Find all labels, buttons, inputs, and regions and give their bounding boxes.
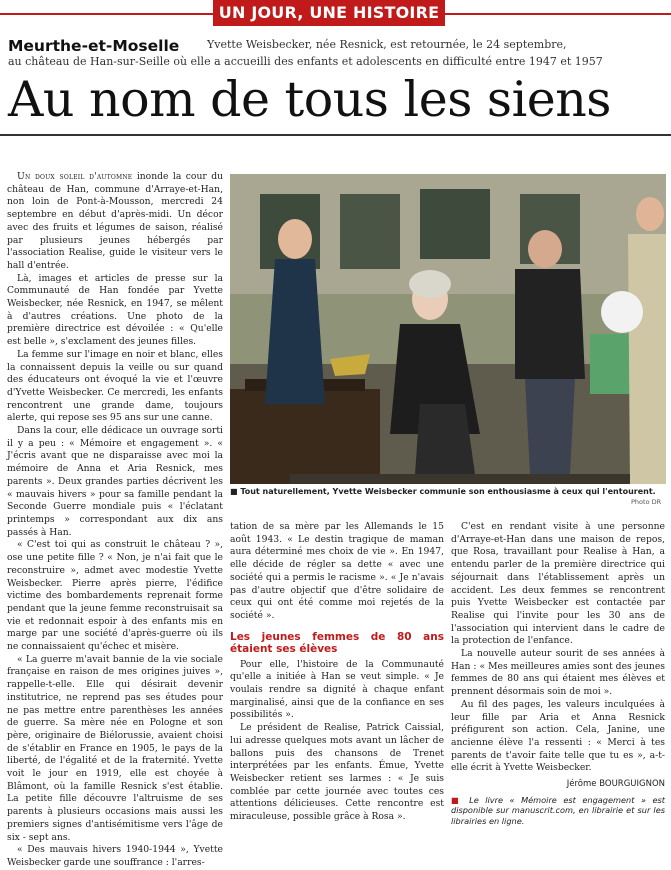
photo-credit: Photo DR xyxy=(631,498,662,506)
headline-rule xyxy=(0,134,671,136)
paragraph: « La guerre m'avait bannie de la vie sociale française en raison de mes origines juives », rappelle-t-elle. Elle qui désirait devenir institutrice, ne reprend pas ses études pour ne pas mettre entre parenthèses les années de guerre. Sa mère née en Pologne et son père, originaire de Biélorussie, avaient choisi de s'établir en France en 1905, le pays de la liberté, de l'égalité et de la fraternité. Yvette voit le jour en 1919, elle est choyée à Blâmont, où la famille Resnick s'est établie. La petite fille découvre l'altruisme de ses parents à plusieurs occasions mais aussi les premiers signes d'antisémitisme vers l'âge de six - sept ans. xyxy=(7,653,223,843)
paragraph-text: inonde la cour du château de Han, commune d'Arraye-et-Han, non loin de Pont-à-Mousson, mercredi 24 septembre en début d'après-midi. Un décor avec des fruits et légumes de saison, réalisé par plusieurs jeunes hébergés par l'association Realise, guide le visiteur vers le hall d'entrée. xyxy=(7,171,223,271)
paragraph: tation de sa mère par les Allemands le 15 août 1943. « Le destin tragique de maman aura déterminé mes choix de vie ». En 1947, elle décide de régler sa dette « avec une société qui a permis le racisme ». « Je n'avais pas d'autre objectif que d'être solidaire de ceux qui ont été comme moi rejetés de la société ». xyxy=(230,521,444,621)
article-column-2 xyxy=(230,521,444,823)
headline: Au nom de tous les siens xyxy=(8,71,611,128)
book-note-text: Le livre « Mémoire est engagement » est disponible sur manuscrit.com, en librairie et sur les librairies en ligne. xyxy=(451,794,665,826)
intertitle: Les jeunes femmes de 80 ans étaient ses élèves xyxy=(230,630,444,655)
photo-illustration xyxy=(230,174,666,484)
paragraph xyxy=(7,171,223,273)
lede: Un doux soleil d'automne xyxy=(17,171,133,182)
paragraph: C'est en rendant visite à une personne d'Arraye-et-Han dans une maison de repos, que Rosa, travaillant pour Realise à Han, a entendu parler de la première directrice qui séjournait dans l'établissement après un accident. Les deux femmes se rencontrent puis Yvette Weisbecker est contactée par Realise qui l'invite pour les 30 ans de l'association qui intervient dans le cadre de la protection de l'enfance. xyxy=(451,521,665,647)
paragraph: Là, images et articles de presse sur la Communauté de Han fondée par Yvette Weisbecker, née Resnick, en 1947, se mêlent à d'autres créations. Une photo de la première directrice est dévoilée : « Qu'elle est belle », s'exclament des jeunes filles. xyxy=(7,272,223,348)
paragraph: Dans la cour, elle dédicace un ouvrage sorti il y a peu : « Mémoire et engagement ». « J'écris avant que ne disparaisse avec moi la mémoire de Anna et Aria Resnick, mes parents ». Deux grandes parties décrivent les « mauvais hivers » pour sa famille pendant la Seconde Guerre mondiale puis « l'éclatant printemps » correspondant aux dix ans passés à Han. xyxy=(7,425,223,538)
kicker-line-2: au château de Han-sur-Seille où elle a accueilli des enfants et adolescents en difficulté entre 1947 et 1957 xyxy=(8,55,603,68)
paragraph: La femme sur l'image en noir et blanc, elles la connaissent depuis la veille ou sur quand des éducateurs ont évoqué la vie et l'œuvre d'Yvette Weisbecker. Ce mercredi, les enfants rencontrent une grande dame, toujours alerte, qui repose ses 95 ans sur une canne. xyxy=(7,348,223,424)
article-column-3 xyxy=(451,521,665,826)
section-banner: UN JOUR, UNE HISTOIRE xyxy=(213,0,445,26)
paragraph: Le président de Realise, Patrick Caissial, lui adresse quelques mots avant un lâcher de ballons puis des chansons de Trenet interprétées par les enfants. Émue, Yvette Weisbecker retient ses larmes : « Je suis comblée par cette journée avec toutes ces attentions délicieuses. Cette rencontre est miraculeuse, possible grâce à Rosa ». xyxy=(230,722,444,823)
book-note xyxy=(451,795,665,827)
article-column-1 xyxy=(7,171,223,868)
article-photo xyxy=(230,174,666,484)
paragraph: Pour elle, l'histoire de la Communauté qu'elle a initiée à Han se veut simple. « Je voulais rendre sa dignité à chaque enfant marginalisé, ainsi que de la confiance en ses possibilités ». xyxy=(230,658,444,721)
photo-caption: ■ Tout naturellement, Yvette Weisbecker communie son enthousiasme à ceux qui l'entourent. xyxy=(230,487,656,496)
region-label: Meurthe-et-Moselle xyxy=(8,37,180,55)
kicker-line-1: Yvette Weisbecker, née Resnick, est retournée, le 24 septembre, xyxy=(207,38,567,51)
paragraph: « Des mauvais hivers 1940-1944 », Yvette Weisbecker garde une souffrance : l'arres- xyxy=(7,844,223,868)
author-byline: Jérôme BOURGUIGNON xyxy=(566,779,665,790)
paragraph: La nouvelle auteur sourit de ses années à Han : « Mes meilleures amies sont des jeunes femmes de 80 ans qui étaient mes élèves et prennent désormais soin de moi ». xyxy=(451,648,665,698)
paragraph: « C'est toi qui as construit le château ? », ose une petite fille ? « Non, je n'ai fait que le reconstruire », admet avec modestie Yvette Weisbecker. Pierre après pierre, l'édifice victime des bombardements reprenait forme pendant que la jeune femme reconstruisait sa vie et redonnait espoir à des enfants mis en marge par une société d'après-guerre où ils ne connaissaient qu'échec et misère. xyxy=(7,539,223,653)
paragraph: Au fil des pages, les valeurs inculquées à leur fille par Aria et Anna Resnick préfigurent son action. Cela, Janine, une ancienne élève l'a ressenti : « Merci à tes parents de t'avoir faite telle que tu es », a-t-elle écrit à Yvette Weisbecker. xyxy=(451,698,665,774)
square-bullet-icon: ■ xyxy=(451,794,463,805)
section-banner-bar xyxy=(0,0,671,28)
